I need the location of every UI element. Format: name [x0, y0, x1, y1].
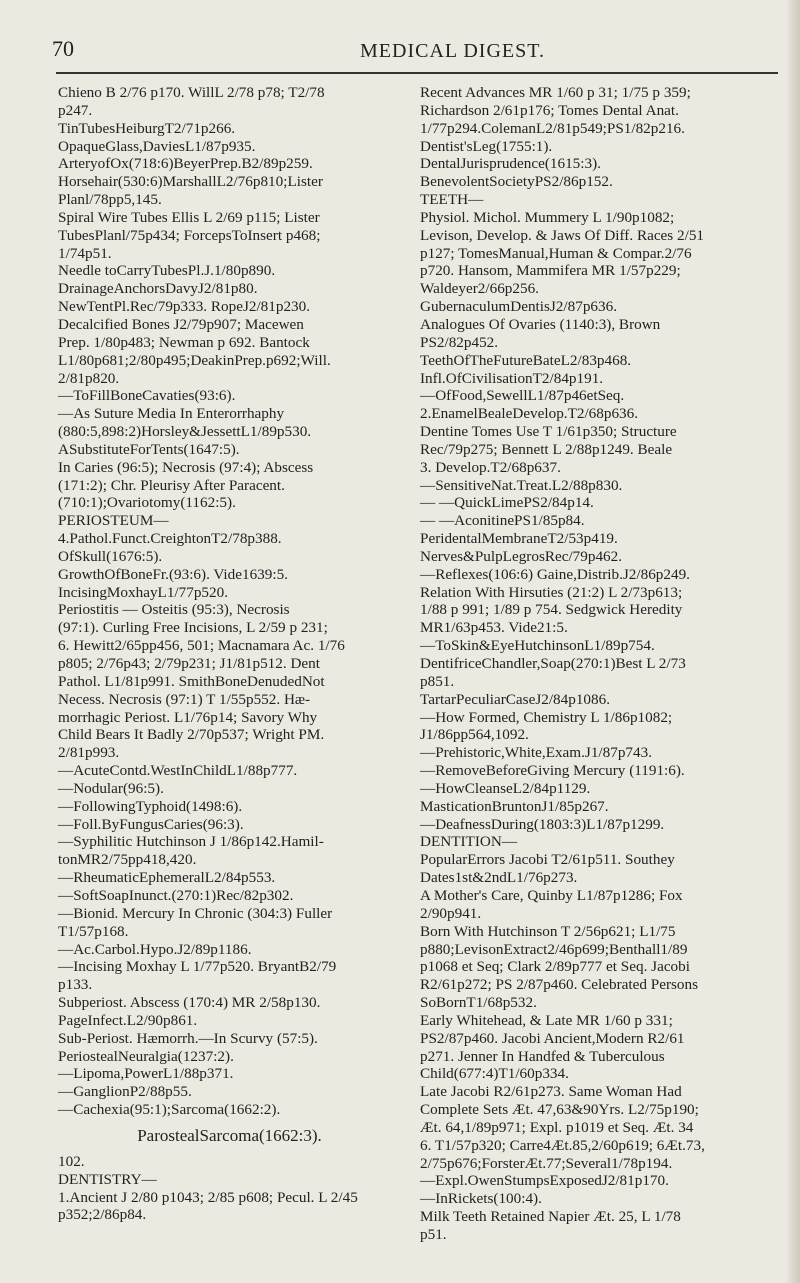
index-line: 2/90p941. [420, 904, 482, 922]
index-line: ASubstituteForTents(1647:5). [58, 440, 240, 458]
index-line: Æt. 64,1/89p971; Expl. p1019 et Seq. Æt. 34 [420, 1118, 694, 1136]
index-line: J1/86pp564,1092. [420, 726, 529, 744]
index-line: Richardson 2/61p176; Tomes Dental Anat. [420, 101, 679, 119]
index-line: Dentist'sLeg(1755:1). [420, 137, 553, 155]
index-line: Spiral Wire Tubes Ellis L 2/69 p115; Lister [58, 208, 320, 226]
index-line: p805; 2/76p43; 2/79p231; J1/81p512. Dent [58, 655, 320, 672]
index-line: —FollowingTyphoid(1498:6). [58, 797, 243, 815]
index-line: PopularErrors Jacobi T2/61p511. Southey [420, 851, 675, 869]
section-number: ParostealSarcoma(1662:3). [137, 1125, 322, 1145]
index-line: Physiol. Michol. Mummery L 1/90p1082; [420, 208, 675, 226]
index-line: —Expl.OwenStumpsExposedJ2/81p170. [420, 1172, 669, 1190]
index-line: 3. Develop.T2/68p637. [420, 458, 561, 476]
index-line: IncisingMoxhayL1/77p520. [58, 583, 228, 601]
index-line: Prep. 1/80p483; Newman p 692. Bantock [58, 333, 310, 351]
index-line: In Caries (96:5); Necrosis (97:4); Abscess [58, 458, 314, 476]
index-line: p51. [420, 1226, 447, 1243]
index-line [420, 1244, 763, 1262]
index-line: 6. Hewitt2/65pp456, 501; Macnamara Ac. 1/76 [58, 637, 345, 655]
index-line: p133. [58, 976, 93, 994]
index-line: ArteryofOx(718:6)BeyerPrep.B2/89p259. [58, 155, 313, 173]
index-line: Recent Advances MR 1/60 p 31; 1/75 p 359; [420, 84, 691, 101]
index-line: (710:1);Ovariotomy(1162:5). [58, 494, 236, 512]
index-line: OpaqueGlass,DaviesL1/87p935. [58, 137, 256, 155]
index-line: — —QuickLimePS2/84p14. [420, 494, 594, 512]
index-line: —Foll.ByFungusCaries(96:3). [58, 815, 244, 833]
index-line: Complete Sets Æt. 47,63&90Yrs. L2/75p190; [420, 1101, 699, 1119]
index-line: —Ac.Carbol.Hypo.J2/89p1186. [58, 940, 252, 958]
index-line: p1068 et Seq; Clark 2/89p777 et Seq. Jacobi [420, 958, 690, 976]
section-heading: PERIOSTEUM— [58, 512, 169, 530]
index-line: OfSkull(1676:5). [58, 547, 163, 565]
index-line: TinTubesHeiburgT2/71p266. [58, 119, 236, 137]
index-line: —Cachexia(95:1);Sarcoma(1662:2). [58, 1101, 281, 1119]
section-heading: TEETH— [420, 191, 484, 209]
index-line: (171:2); Chr. Pleurisy After Paracent. [58, 476, 285, 494]
index-line: p271. Jenner In Handfed & Tuberculous [420, 1047, 665, 1065]
index-line: Early Whitehead, & Late MR 1/60 p 331; [420, 1011, 673, 1029]
index-line: 6. T1/57p320; Carre4Æt.85,2/60p619; 6Æt.73, [420, 1136, 705, 1154]
index-line: DentalJurisprudence(1615:3). [420, 155, 601, 173]
index-line: —Bionid. Mercury In Chronic (304:3) Fuller [58, 904, 333, 922]
index-line: MasticationBruntonJ1/85p267. [420, 797, 609, 815]
index-line: L1/80p681;2/80p495;DeakinPrep.p692;Will. [58, 351, 331, 369]
index-line: PS2/87p460. Jacobi Ancient,Modern R2/61 [420, 1029, 685, 1047]
index-line: T1/57p168. [58, 922, 129, 940]
index-line: Analogues Of Ovaries (1140:3), Brown [420, 315, 661, 333]
index-line: Child Bears It Badly 2/70p537; Wright PM. [58, 726, 325, 744]
index-line: 1.Ancient J 2/80 p1043; 2/85 p608; Pecul. L 2/45 [58, 1188, 358, 1206]
index-line: —Syphilitic Hutchinson J 1/86p142.Hamil- [58, 833, 324, 851]
index-line: A Mother's Care, Quinby L1/87p1286; Fox [420, 886, 683, 904]
index-line: 2/75p676;ForsterÆt.77;Several1/78p194. [420, 1154, 673, 1172]
index-line: Infl.OfCivilisationT2/84p191. [420, 369, 604, 387]
index-line: —HowCleanseL2/84p1129. [420, 779, 591, 797]
index-line: —DeafnessDuring(1803:3)L1/87p1299. [420, 815, 665, 833]
scan-edge [786, 0, 800, 1283]
right-column [420, 84, 763, 1262]
index-line: —InRickets(100:4). [420, 1190, 542, 1208]
index-line: TeethOfTheFutureBateL2/83p468. [420, 351, 632, 369]
index-line: Waldeyer2/66p256. [420, 280, 539, 298]
index-line: (97:1). Curling Free Incisions, L 2/59 p 231; [58, 619, 328, 637]
page-number: 70 [52, 36, 74, 61]
index-line: —ToFillBoneCavaties(93:6). [58, 387, 236, 405]
left-column [58, 84, 401, 1224]
header-rule [56, 72, 778, 74]
index-line: Child(677:4)T1/60p334. [420, 1065, 569, 1083]
index-line: R2/61p272; PS 2/87p460. Celebrated Persons [420, 976, 699, 994]
index-line: PeriostealNeuralgia(1237:2). [58, 1047, 234, 1065]
index-line: —GanglionP2/88p55. [58, 1083, 192, 1101]
index-line: p127; TomesManual,Human & Compar.2/76 [420, 244, 692, 262]
index-line: Decalcified Bones J2/79p907; Macewen [58, 315, 304, 333]
index-line: tonMR2/75pp418,420. [58, 851, 197, 869]
index-line: PeridentalMembraneT2/53p419. [420, 530, 618, 548]
index-line: 2/81p820. [58, 369, 120, 387]
running-title: MEDICAL DIGEST. [360, 40, 545, 62]
index-line: —SensitiveNat.Treat.L2/88p830. [420, 476, 623, 494]
index-line: MR1/63p453. Vide21:5. [420, 619, 568, 637]
index-line: —SoftSoapInunct.(270:1)Rec/82p302. [58, 886, 294, 904]
index-line: —Prehistoric,White,Exam.J1/87p743. [420, 744, 652, 762]
index-line: Subperiost. Abscess (170:4) MR 2/58p130. [58, 994, 321, 1012]
index-line: 2.EnamelBealeDevelop.T2/68p636. [420, 405, 639, 423]
index-line: p720. Hansom, Mammifera MR 1/57p229; [420, 262, 681, 280]
index-line: Planl/78pp5,145. [58, 191, 162, 209]
index-line: Relation With Hirsuties (21:2) L 2/73p613; [420, 583, 683, 601]
index-line: Chieno B 2/76 p170. WillL 2/78 p78; T2/78 [58, 84, 325, 101]
index-line: Late Jacobi R2/61p273. Same Woman Had [420, 1083, 682, 1101]
index-line: p880;LevisonExtract2/46p699;Benthall1/89 [420, 940, 688, 958]
index-line: p352;2/86p84. [58, 1206, 147, 1224]
index-line: Nerves&PulpLegrosRec/79p462. [420, 547, 623, 565]
index-line: —ToSkin&EyeHutchinsonL1/89p754. [420, 637, 655, 655]
index-line: Sub-Periost. Hæmorrh.—In Scurvy (57:5). [58, 1029, 318, 1047]
index-line: DentifriceChandler,Soap(270:1)Best L 2/73 [420, 655, 686, 672]
index-line: 4.Pathol.Funct.CreightonT2/78p388. [58, 530, 282, 548]
index-line: Born With Hutchinson T 2/56p621; L1/75 [420, 922, 676, 940]
index-line: (880:5,898:2)Horsley&JessettL1/89p530. [58, 423, 312, 441]
index-line: DrainageAnchorsDavyJ2/81p80. [58, 280, 258, 298]
index-line: —RemoveBeforeGiving Mercury (1191:6). [420, 762, 685, 780]
index-line: Needle toCarryTubesPl.J.1/80p890. [58, 262, 276, 280]
index-line: —Lipoma,PowerL1/88p371. [58, 1065, 234, 1083]
index-line: Horsehair(530:6)MarshallL2/76p810;Lister [58, 173, 323, 191]
index-line: GubernaculumDentisJ2/87p636. [420, 298, 617, 316]
index-line: 1/88 p 991; 1/89 p 754. Sedgwick Heredity [420, 601, 683, 619]
index-line: Milk Teeth Retained Napier Æt. 25, L 1/78 [420, 1208, 681, 1226]
index-line: BenevolentSocietyPS2/86p152. [420, 173, 613, 191]
index-line: p851. [420, 672, 455, 690]
section-heading: 102. [58, 1152, 85, 1170]
index-line: GrowthOfBoneFr.(93:6). Vide1639:5. [58, 565, 288, 583]
index-line: TartarPeculiarCaseJ2/84p1086. [420, 690, 610, 708]
index-line: —OfFood,SewellL1/87p46etSeq. [420, 387, 625, 405]
index-line: — —AconitinePS1/85p84. [420, 512, 585, 530]
index-line: Pathol. L1/81p991. SmithBoneDenudedNot [58, 672, 325, 690]
index-line: morrhagic Periost. L1/76p14; Savory Why [58, 708, 318, 726]
index-line: PS2/82p452. [420, 333, 499, 351]
index-line: 1/77p294.ColemanL2/81p549;PS1/82p216. [420, 119, 685, 137]
index-line: TubesPlanl/75p434; ForcepsToInsert p468; [58, 226, 321, 244]
index-line: PageInfect.L2/90p861. [58, 1011, 198, 1029]
index-line: —As Suture Media In Enterorrhaphy [58, 405, 285, 423]
index-line: —RheumaticEphemeralL2/84p553. [58, 869, 276, 887]
index-line: Dates1st&2ndL1/76p273. [420, 869, 578, 887]
index-line: NewTentPl.Rec/79p333. RopeJ2/81p230. [58, 298, 311, 316]
index-line: —AcuteContd.WestInChildL1/88p777. [58, 762, 298, 780]
index-line: —Incising Moxhay L 1/77p520. BryantB2/79 [58, 958, 337, 976]
index-line: —Reflexes(106:6) Gaine,Distrib.J2/86p249. [420, 565, 690, 583]
index-line: 2/81p993. [58, 744, 120, 762]
index-line: p247. [58, 101, 93, 119]
index-line: —Nodular(96:5). [58, 779, 164, 797]
index-line: Levison, Develop. & Jaws Of Diff. Races 2/51 [420, 226, 705, 244]
index-line: —How Formed, Chemistry L 1/86p1082; [420, 708, 673, 726]
index-line: Dentine Tomes Use T 1/61p350; Structure [420, 423, 677, 441]
index-line: SoBornT1/68p532. [420, 994, 537, 1012]
section-heading: DENTITION— [420, 833, 518, 851]
index-line: Necess. Necrosis (97:1) T 1/55p552. Hæ- [58, 690, 311, 708]
index-line: Rec/79p275; Bennett L 2/88p1249. Beale [420, 440, 673, 458]
index-line: DENTISTRY— [58, 1170, 157, 1188]
index-line: Periostitis — Osteitis (95:3), Necrosis [58, 601, 290, 619]
index-line: 1/74p51. [58, 244, 112, 262]
